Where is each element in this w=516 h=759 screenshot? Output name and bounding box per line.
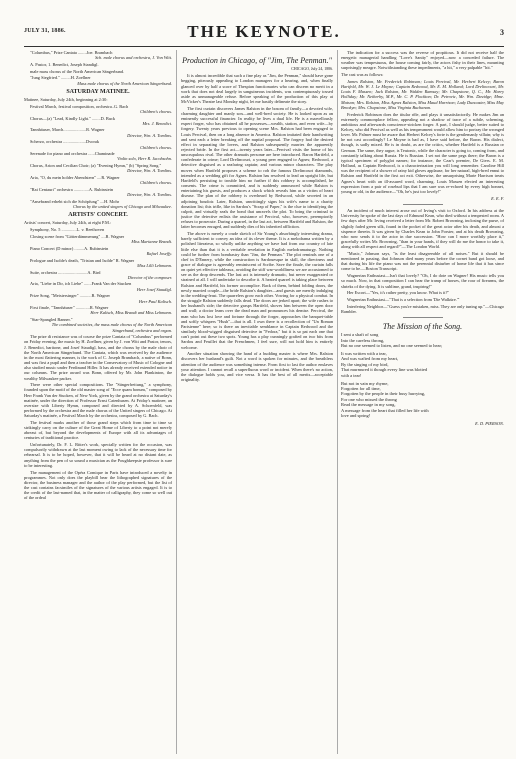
program-item-text: First finale, "Tannhäuser" .............R. Wagner bbox=[30, 305, 109, 311]
anecdote-paragraph: Her Escort—"Yes, it's rather pretty, you know. What is it?" bbox=[347, 290, 450, 296]
program-item-text: Chorus, Arion and Cecilian Choir; (a) "Evening Hymn," (b) "Spring Song." bbox=[30, 163, 162, 169]
anecdote-paragraph: Interfering Neighbor—"Guess you're mistaken, miss. They are only tuning up."—Chicago Rambler. bbox=[341, 303, 504, 314]
divider bbox=[403, 204, 443, 205]
poem-stanza bbox=[341, 351, 504, 378]
anecdote-paragraph: An incident of much interest arose out of Irving's visit to Oxford. In his address at the University he spoke of the last days of Edmund Kean, who died without a tempested room. A few days after Mr. Irving received a letter from Mr. Robert Browning, inclosing the purse, of slightly faded green silk, found in the pocket of the great actor after his death, and almost a sixpence therein. It was given by Charles Kean to John Forster, and at his death Browning, who now sends it to the actor in due succession. "How can I more worthily place it," gracefully writes Mr. Browning, "than in your hands, if they will do me the honor to take it, along with all respect and regard?"—The London World. bbox=[341, 208, 504, 250]
program-item-text: Piano Concert (D minor) .........A. Rubinstein bbox=[30, 245, 109, 251]
program-item bbox=[24, 293, 172, 303]
divider bbox=[403, 317, 443, 318]
signature: E. E. F. bbox=[491, 196, 504, 201]
program-item-performer: Miss Marianne Brandt. bbox=[131, 239, 172, 244]
program-item-text: "Star-Spangled Banner." bbox=[30, 317, 73, 323]
program-item-text: "Jung Siegfried." .........H. Zoellner bbox=[30, 75, 91, 81]
program-item-performer: Director of the composer. bbox=[127, 274, 172, 280]
program-item-performer: Children's chorus. bbox=[140, 108, 172, 114]
column-3 bbox=[341, 50, 504, 756]
program-item-text: Chorus—(a) "Lead, Kindly Light." ........D. Buck bbox=[30, 115, 116, 121]
program-item bbox=[24, 151, 172, 161]
poem-line: Read the message in my song, bbox=[341, 402, 396, 408]
article-paragraph: The above is merely a crude sketch of Sir Young's absorbingly interesting drama, barely sufficient to convey an idea of its clever theme. It is a melodrama written by a polished literateur, so wholly unlike anything we have had from our country of late little else than that it is a veritable revelation in English melodramaturgy. Nothing could be further from bombastry than "Jim, the Penman." The plot reminds one of a chef in D'Ennery, while the construction is Sardouesque in skill, the directness and grace of dialogue is agreeably reminiscent of Scribe. Save the finale, the curtain falls on quiet yet effective tableaux, avoiding the stiff war-worldliness we are accustomed to see as the drop descends. The last act is intensely dramatic, but never exaggerated or strained at all. I will undertake to describe it. A heated quarrel is taking place between Ralston and Hartfeld, his former accomplice. Back of them, behind folding doors, the newly married couple—the bride Ralston's daughter—and guests are merrily indulging in the wedding-feast. The quarrelers grow each other. Vowing for a physical combat. In the struggle Ralston suddenly falls dead. The doors are jerked apart; the wife rushes to her husband's side; the detective grasps Hartfeld, shoves him between the open door and wall; a doctor leans over the dead man and pronounces his demise. Percival, the man who has lost love and fortune through the forger, approaches the banquet-table and softly whispers "Hush"—that is all. I own there is a recollection of "Un Roman Parisienne" here; so is there an inevitable semblance in Captain Redwood and the similarly blood-wigged disguised detective in "Fedora," but it is so pat each one that can't point out these two spots. Young has a play cunningly grafted on two bits from Sardou and Feuillet that the Frenchmen, I feel sure, will not hold him is entirely welcome. bbox=[181, 231, 333, 350]
program-item-text: "Ansebrand erhebt sich die Schöpfung" ....H. Mohr bbox=[30, 198, 120, 204]
article-paragraph: The management of the Opéra Comique in Paris have introduced a novelty in programmes. Not only does the playbill bear the lithographed signatures of the director, the business manager and the author of the play performed, but the list of the cast contains facsimiles of the signatures of the various artists engaged. It is to the credit of the last-named that, in the matter of calligraphy, they come so well out of the ordeal bbox=[24, 469, 172, 501]
program-item-text: Aria, "O, du mein holder Abendstern" ....R. Wagner bbox=[30, 175, 120, 181]
poem-stanza bbox=[341, 381, 504, 419]
program-item-text: Festival March, festival composition, orchestra..G. Bach bbox=[30, 103, 129, 109]
poem-line: But not in vain my rhyme, bbox=[341, 380, 389, 386]
saturday-intro: Matinee, Saturday, July 24th, beginning at 2:30: bbox=[24, 96, 108, 102]
artists-intro: Artists' concert, Saturday, July 24th, at eight P.M.: bbox=[24, 220, 112, 226]
program-item-performer: Herr Kalisch, Miss Brandt and Miss Lehmann. bbox=[90, 310, 172, 316]
program-item-performer: Chorus by the united singers of Chicago and Milwaukee. bbox=[72, 204, 172, 210]
program-item-performer: Children's chorus. bbox=[140, 180, 172, 186]
poem-line: It was written with a tear, bbox=[341, 350, 387, 356]
program-item bbox=[24, 187, 172, 197]
poem-title: The Mission of the Song. bbox=[382, 322, 463, 332]
program-item bbox=[24, 305, 172, 315]
article-paragraph: The indication for a success was the reverse of propitious. It did not receive half the energetic managerial handling "Love's Sanity" enjoyed—now a conceded failure. The weather was tempestuous, the house coming fairly, the actors fishy in their lines, mounting surprisingly meagre. Notwithstanding these impediments, "a hit," a very palpable "hit." bbox=[341, 50, 504, 71]
program-item-text: Symphony, No. 5 ..............L. v. Beethoven bbox=[30, 227, 105, 233]
program-item-text: Closing scene from "Götterdämmerung" ....R. Wagner bbox=[30, 233, 125, 239]
program-item-text: A. Pastor, 1. Benedict, Joseph Standigl. bbox=[30, 61, 99, 67]
anecdote-paragraph: "Music," Johnson says, "is the least disagreeable of all noises." But it should be mentioned in passing, that Johnson died many years before the cornet band got loose, and that during his life the piano was not the perennial disturber of home life that it has since come to be.—Boston Transcript. bbox=[341, 251, 504, 272]
article-paragraph: The prize di resistance was of course the prize Cantata of "Columbus" performed on Friday evening, the music by H. Zoellner, given by J. von Witt and Pastor, tenors, J. Benedict, baritone, and Josef Staudigl, bass, and the chorus by the male choir of the North American Sängerbund. The Cantata, which was received by the audience in the most flattering manner, is the work of C. Joseph Brambach, a native of Bonn, and was first a pupil and then a teacher in the Conservatory of Music of Cologne and also studied music under Ferdinand Hiller. It has already received extended notice in our columns. The prize award was Bonn, offered by Mr. John Plankinton, the wealthy Milwaukee packer. bbox=[24, 334, 172, 381]
program-item-performer: Children's chorus. bbox=[140, 144, 172, 150]
program-item-performer: Mass male chorus of the North American Sängerbund. bbox=[77, 80, 172, 86]
issue-date: JULY 31, 1886. bbox=[24, 28, 66, 34]
program-item bbox=[24, 139, 172, 149]
poem-line: That murmured it though every line was blotted bbox=[341, 367, 428, 373]
poem-line: with a tear! bbox=[341, 372, 362, 378]
program-item bbox=[24, 199, 172, 209]
program-item-performer: The combined societies, the mass male chorus of the North American Sängerbund, orchestra and organ. bbox=[51, 322, 172, 333]
program-item-performer: Herr Paul Kalisch. bbox=[138, 298, 172, 304]
program-item bbox=[24, 270, 172, 280]
column-2 bbox=[181, 50, 333, 756]
column-1 bbox=[24, 50, 172, 756]
program-item-performer: Director, Wm. A. Tomlins. bbox=[127, 168, 172, 174]
program-item bbox=[24, 281, 172, 291]
poem-line: Into the careless throng, bbox=[341, 337, 385, 343]
program-item-text: Tannhäuser, March.....................R. Wagner bbox=[30, 127, 105, 133]
poem-line: But no one seemed to listen, and no one seemed to hear; bbox=[341, 343, 443, 349]
program-item-performer: Violin solo, Herr R. Jacobsohn. bbox=[117, 156, 172, 162]
program-item-text: "Columbus," Prize Cantata ........Joe. Brambach bbox=[30, 50, 113, 55]
program-item bbox=[24, 163, 172, 173]
program-item-text: Scherzo, orchestra .....................Dvorak bbox=[30, 139, 99, 145]
program-item bbox=[24, 234, 172, 244]
column-divider bbox=[337, 50, 338, 754]
program-item bbox=[24, 258, 172, 268]
article-paragraph: The festival marks another of those grand steps which from time to time so strikingly carry on the culture of the Great Home of Liberty to a point not merely abreast of, but beyond the developments of Europe with all its advantages of centuries of traditional practice. bbox=[24, 419, 172, 441]
anecdote-paragraph: Wagnerian Enthusiast—"That is a selection from 'Die Walküre.'" bbox=[347, 297, 460, 303]
cast-intro: The cast was as follows: bbox=[341, 72, 384, 78]
dateline: CHICAGO, July 24, 1886. bbox=[291, 67, 333, 71]
poem-line: Forgotten for all time, bbox=[341, 385, 381, 391]
cast-list: James Ralston, Mr. Frederick Robinson; Louis Percival, Mr. Herbert Kelcey; Baron Hartfeld, Mr. W. J. Le Moyne; Captain Redwood, Mr. E. M. Holland; Lord Drelincourt, Mr. Louis F. Massen; Jack Ralston, Mr. Walden Ramsay; Mr. Chapstone, Q. C., Mr. Harry Holliday; Mr. Netherby, M.P., Mr. C. P. Flockton; Dr. Petrovic, Mr. Wm. Davidge; Mme. Matson; Mrs. Ralston, Miss Agnes Ralston, Miss Maud Harrison; Lady Duncaster, Miss May Brookyn; Mrs. Chapstone, Miss Virginia Buchanan. bbox=[341, 78, 504, 110]
program-item bbox=[24, 175, 172, 185]
program-item bbox=[24, 227, 172, 232]
article-paragraph: Unfortunately, Dr. F. L. Ritter's work, specially written for the occasion, was compulsorily withdrawn at the last moment owing to lack of the necessary time for rehearsal. It is to be hoped, however, that it will be heard at no distant date, as anything from the pen of so sound a musician as the Poughkeepsie professor is sure to be interesting. bbox=[24, 442, 172, 468]
article-paragraph: There were other special compositions. The "Sängerfreitung," a symphony, founded upon the motif of the old master song of "Ecce quam bonum," composed by Herr Frank Van der Stucken, of New York, given by the grand orchestra at Saturday's matinée, under the direction of Professor Ernst Catenhusen. At Friday's matinee, an oversize with Liberty Hymn, composed and directed by A. Schoenfeld, was performed by the orchestra and the male chorus of the United singers of Chicago. At Saturday's matinée, a Festival March by the orchestra, composed by G. Bach. bbox=[24, 382, 172, 419]
program-item-text: male mass chorus of the North American Sängerbund. bbox=[30, 68, 125, 74]
program-item-text: Suite, orchestra ...........................A. Bird bbox=[30, 269, 101, 275]
poem-line: A message from the heart that filled her life with bbox=[341, 407, 429, 413]
program-item-performer: Sch. male chorus and orchestra, J. Von Witt. bbox=[95, 55, 172, 61]
program-item-performer: Herr Josef Staudigl. bbox=[136, 286, 172, 292]
artists-concert-heading: ARTISTS' CONCERT. bbox=[68, 212, 128, 219]
program-item-performer: Rafael Joseffy. bbox=[146, 250, 172, 256]
article-paragraph: It is almost incredible that such a fine play as "Jim, the Penman," should have gone begging, piteously appealing to London managers for a hearing, and, when finally glanced over by half a score of Thespian functionaries who can discern no merit in a work that does not deal largely in sanguineous incidents, was contemptuously tossed aside as unmanageable refuse. Before speaking of the production of this play at McVicker's Theatre last Monday night, let me hastily delineate the story. bbox=[181, 73, 333, 104]
poem-line: love and spring! bbox=[341, 412, 371, 418]
program-item-performer: Director, Wm. A. Tomlins. bbox=[127, 192, 172, 198]
poem-stanza bbox=[341, 332, 504, 348]
review-paragraph: Frederick Robinson does the titular rôle, and plays it unsatisfactorily. He makes Jim an extremely commonplace fellow, appealing not a shadow of trace of a subtle, scheming, ambitious and afterwards conscience-stricken forger. A part, I should judge, better suited to Kelcey, who did Percival as well as his temperament would allow him to portray the wronged lover. Mr. Palmer must be aware that Herbert Kelcey's forte is the gentlemanly villain; why is he not cast accordingly? Le Moyne is bad as, I have said before, the Baron. His dialect, though, is sadly mixed. He is in doubt, as are the critics, whether Hartfeld is a Russian or German. The same, they argue, is Teutonic, while the character is going to, coming from, and constantly talking about Russia. He is Russian. I set not the same pegs there; the Baron is a typical specimen of polyglot names; for instance, the Czar's premier, De Giers. E. M. Holland, as Captain Redwood, is a characterization you will long remember. Caroline Hill was the recipient of a shower of rainy kid gloves applause, for her natural, high-bred ennui to Ralston and Hartfeld in the first act exit. Otherwise, the unsurprising Marie Harrison treats Agnes's heart with an ill-assured word, charming. Louis Massen elected an interesting expression from a pair of rosebud lips that I am sure was re-echoed by every high bonnet, young or old, in the audience—"Oh, he's just too lovely!" bbox=[341, 111, 504, 194]
program-item bbox=[24, 50, 172, 60]
poem bbox=[341, 332, 504, 418]
article-title: Production in Chicago, of "Jim, The Penman." bbox=[182, 56, 332, 65]
program-item-text: Prize Song, "Meistersinger" ...........R. Wagner bbox=[30, 293, 110, 299]
program-item-performer: Miss Lilli Lehmann. bbox=[137, 262, 172, 268]
program-item-text: "Rai Centauri" orchestra ..............A. Rubinstein bbox=[30, 186, 114, 192]
program-item bbox=[24, 116, 172, 126]
program-item bbox=[24, 317, 172, 332]
program-item-text: Aria, "Liebe in Dir, ich Liebe" .......Frank Van der Stucken bbox=[30, 281, 132, 287]
poem-line: And was wafted from my heart, bbox=[341, 356, 399, 362]
column-divider bbox=[176, 50, 177, 754]
program-item bbox=[24, 75, 172, 85]
article-paragraph: The first curtain discovers James Ralston in the bosom of family—a devoted wife, charming daughter and manly son—and well-bred society. He is looked upon as an eminently successful financier. In reality he lives a dual life. He is a marvellously expert forger, who has obtained all he possesses—wealth, station, and even wife—by forgery. Twenty years previous to opening scene Mrs. Ralston had been engaged to Louis Percival, then on a long absence in America. Ralston imitated their handwriting and sent each a letter breaking off the nuptial proposal. The forgery had the desired effect in separating the lovers, and Ralston subsequently marries the apparently rejected bride. In the first act—twenty years later—Percival visits the home of his unscrupulous rival. The other dramatis personæ are here introduced. Baron Hartfeld, a confederate in crime; Lord Drelincourt, a young peer engaged to Agnes; Redwood, a detective disguised as a seafaring captain; and various minor characters. The play moves when Hartfeld proposes a scheme to rob the famous Drelincourt diamonds, intended as a wedding gift for Agnes. Ralston has resolved to lead an upright life, but Hartfeld's persisting to trouble him no further if this robbery is accomplished, he consents. The crime is committed, and is suddenly announced while Ralston is entertaining his guests, and produces a shock which reveals him as a victim of heart disease. The plan of the robbery is overheard by Redwood, while secreted in an adjoining boudoir. Later, Ralston, unwittingly signs his wife's name to a charity donation list; this trifle, like in Sardou's "Scrap of Paper," is the clue to identifying the culprit, and virtually seals the bond that unravels the plot. To bring the criminal to justice the detective enlists the assistance of Percival, who, however, peremptorily refuses to prosecute. During a quarrel, in the last act, between Hartfeld and Ralston, the latter becomes enraged, and suddenly dies of his inherited affliction. bbox=[181, 105, 333, 230]
page-number: 3 bbox=[500, 28, 504, 37]
poem-line: Forgotten by the people in their busy hurrying, bbox=[341, 391, 426, 397]
poem-signature: E. D. PIERSON. bbox=[475, 420, 504, 426]
saturday-matinee-heading: SATURDAY MATINEE. bbox=[66, 88, 130, 95]
program-item bbox=[24, 104, 172, 114]
program-item-text: Serenade for piano and orchestra ......Chaminade bbox=[30, 151, 115, 157]
poem-line: For one who missed the throng bbox=[341, 396, 397, 402]
header-rule bbox=[24, 46, 504, 47]
anecdote-paragraph: Wagnerian Enthusiast—Isn't that lovely? "Oh, I do dote on Wagner! His music tells you so much. Now, in that composition I can hear the tramp of horses, the roar of firearms, the shrieks of the dying. It is sublime, grand, inspiring!" bbox=[341, 273, 504, 289]
program-item-performer: Director, Wm. A. Tomlins. bbox=[127, 132, 172, 138]
masthead-title: THE KEYNOTE. bbox=[187, 22, 341, 41]
article-paragraph: Another situation showing the hand of a budding master is where Mrs. Ralston discovers her husband's guilt. Not a word is spoken for minutes, and the breathless attention of the audience was something intense. From first to last the author enslaves your attention. I cannot recall a superfluous word or incident. When there's no action, the dialogue holds you, and vice versa. It has the best of all merits—acceptable originality. bbox=[181, 351, 333, 383]
program-item bbox=[24, 62, 172, 67]
program-item bbox=[24, 127, 172, 137]
poem-line: By the singing of my bird, bbox=[341, 361, 389, 367]
poem-line: I sent a shaft of song bbox=[341, 332, 379, 338]
program-item bbox=[24, 69, 172, 74]
program-item-performer: Mrs. J. Benedict. bbox=[142, 120, 172, 126]
page-header bbox=[24, 22, 504, 44]
program-item bbox=[24, 246, 172, 256]
program-item-text: Prologue and Isolde's death, "Tristan and Isolde" R. Wagner bbox=[30, 257, 135, 263]
